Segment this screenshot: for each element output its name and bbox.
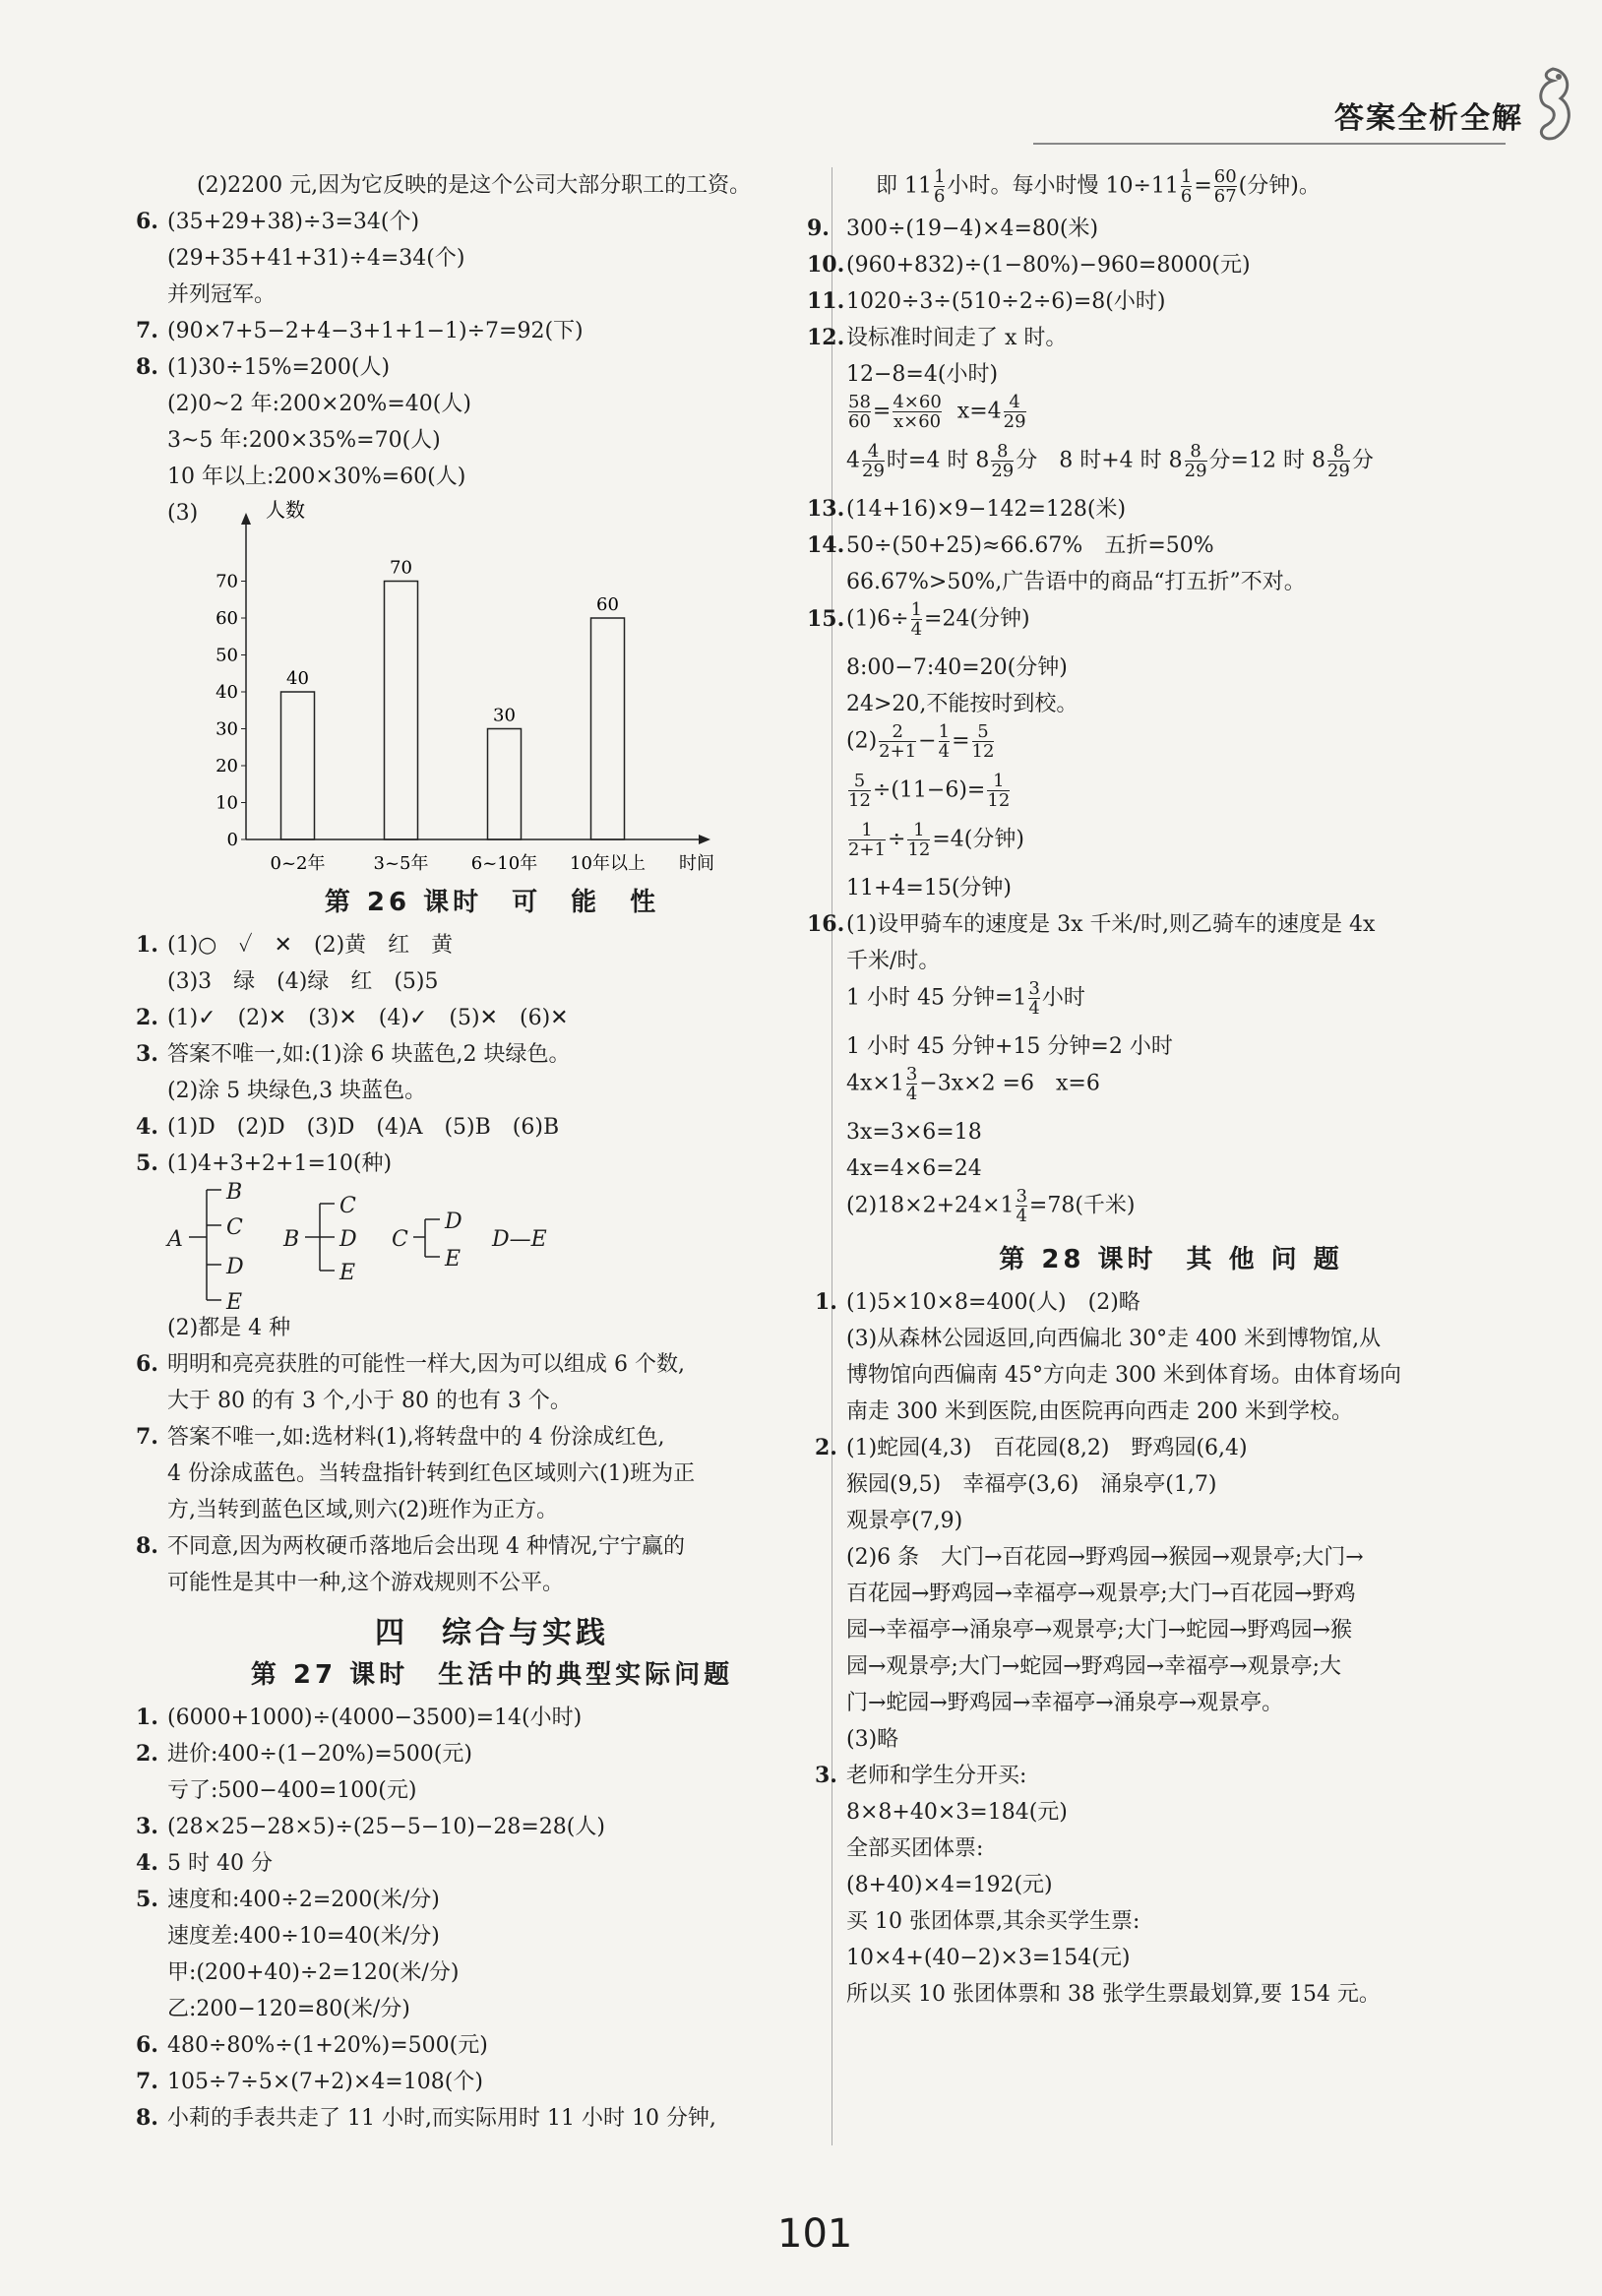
answer-line: (1)30÷15%=200(人) bbox=[167, 355, 391, 380]
fraction bbox=[1004, 393, 1026, 431]
denominator: x×60 bbox=[893, 411, 942, 432]
answer-line: 8:00−7:40=20(分钟) bbox=[846, 655, 1068, 680]
denominator: 6 bbox=[1180, 186, 1193, 207]
text: 分=12 时 8 bbox=[1208, 448, 1325, 473]
text: = bbox=[872, 399, 892, 424]
tree-node: D bbox=[226, 1255, 244, 1279]
answer-line: 24>20,不能按时到校。 bbox=[846, 692, 1078, 716]
answer-line: 10×4+(40−2)×3=154(元) bbox=[846, 1946, 1131, 1970]
x-tick-label: 0~2年 bbox=[270, 853, 326, 874]
text: = bbox=[1194, 173, 1212, 199]
answer-line: 300÷(19−4)×4=80(米) bbox=[846, 217, 1099, 241]
question-number: 7. bbox=[136, 318, 158, 343]
text: ÷(11−6)= bbox=[872, 777, 986, 803]
tree-node: D—E bbox=[492, 1227, 547, 1252]
fraction bbox=[939, 722, 950, 761]
answer-line bbox=[846, 393, 1496, 442]
question-number: 8. bbox=[136, 1533, 158, 1559]
answer-line: (2)6 条 大门→百花园→野鸡园→猴园→观景亭;大门→ bbox=[846, 1545, 1364, 1570]
fraction bbox=[893, 393, 941, 431]
answer-line: 明明和亮亮获胜的可能性一样大,因为可以组成 6 个数, bbox=[167, 1352, 685, 1377]
denominator: 2+1 bbox=[879, 741, 917, 762]
answer-line: 乙:200−120=80(米/分) bbox=[167, 1997, 410, 2021]
section-title: 第 27 课时 生活中的典型实际问题 bbox=[250, 1660, 734, 1690]
tree-node: A bbox=[167, 1227, 183, 1252]
question-number: 9. bbox=[807, 216, 830, 241]
answer-line: 猴园(9,5) 幸福亭(3,6) 涌泉亭(1,7) bbox=[846, 1472, 1217, 1497]
fraction bbox=[848, 772, 871, 810]
question-number: 10. bbox=[807, 252, 845, 278]
section-title: 第 26 课时 可 能 性 bbox=[324, 888, 660, 917]
answer-line: 速度差:400÷10=40(米/分) bbox=[167, 1924, 440, 1949]
answer-line bbox=[846, 722, 1496, 772]
text: 小时 bbox=[1041, 985, 1085, 1011]
denominator: 67 bbox=[1213, 186, 1237, 207]
answer-line: 10 年以上:200×30%=60(人) bbox=[167, 465, 466, 489]
tree-node: D bbox=[445, 1210, 462, 1234]
answer-line: 所以买 10 张团体票和 38 张学生票最划算,要 154 元。 bbox=[846, 1982, 1381, 2007]
y-axis-label: 人数 bbox=[266, 498, 305, 522]
text: 时=4 时 8 bbox=[886, 448, 990, 473]
tree-node: C bbox=[339, 1194, 356, 1218]
text: 分 bbox=[1351, 448, 1374, 473]
fraction bbox=[972, 722, 995, 761]
fraction bbox=[907, 821, 930, 859]
answer-line: 千米/时。 bbox=[846, 949, 941, 973]
text: ÷ bbox=[888, 827, 906, 852]
numerator: 60 bbox=[1213, 166, 1237, 187]
tree-node: B bbox=[226, 1180, 243, 1205]
answer-line: (960+832)÷(1−80%)−960=8000(元) bbox=[846, 253, 1251, 278]
right-column bbox=[807, 166, 1496, 2013]
y-tick-label: 10 bbox=[216, 792, 238, 814]
answer-line: (3)从森林公园返回,向西偏北 30°走 400 米到博物馆,从 bbox=[846, 1327, 1382, 1351]
question-number: 5. bbox=[136, 1150, 158, 1176]
numerator: 1 bbox=[938, 721, 951, 742]
answer-line: (2)2200 元,因为它反映的是这个公司大部分职工的工资。 bbox=[197, 173, 752, 198]
numerator: 1 bbox=[848, 821, 886, 840]
fraction bbox=[911, 600, 922, 639]
answer-line: 并列冠军。 bbox=[167, 282, 277, 307]
bar bbox=[591, 618, 625, 839]
text: 1 小时 45 分钟=1 bbox=[846, 985, 1027, 1011]
tree-node: E bbox=[226, 1290, 243, 1315]
answer-line: 速度和:400÷2=200(米/分) bbox=[167, 1888, 440, 1912]
text: =78(千米) bbox=[1028, 1193, 1136, 1218]
fraction bbox=[1028, 979, 1039, 1018]
answer-line: 观景亭(7,9) bbox=[846, 1509, 963, 1533]
bar bbox=[385, 582, 418, 840]
answer-line bbox=[846, 1065, 1496, 1114]
question-number: 12. bbox=[807, 325, 845, 350]
answer-line bbox=[846, 979, 1496, 1028]
text: 4 bbox=[846, 448, 860, 473]
answer-line: (2)涂 5 块绿色,3 块蓝色。 bbox=[167, 1079, 427, 1103]
y-tick-label: 30 bbox=[216, 718, 238, 740]
y-tick-label: 50 bbox=[216, 645, 238, 666]
question-number: 8. bbox=[136, 354, 158, 380]
answer-line: 480÷80%÷(1+20%)=500(元) bbox=[167, 2033, 488, 2058]
answer-line: 博物馆向西偏南 45°方向走 300 米到体育场。由体育场向 bbox=[846, 1363, 1401, 1388]
y-tick-label: 60 bbox=[216, 608, 238, 629]
answer-line: (1)D (2)D (3)D (4)A (5)B (6)B bbox=[167, 1115, 560, 1140]
question-number: 6. bbox=[136, 209, 158, 234]
numerator: 1 bbox=[1180, 166, 1193, 187]
denominator: 60 bbox=[848, 411, 871, 432]
answer-line: 百花园→野鸡园→幸福亭→观景亭;大门→百花园→野鸡 bbox=[846, 1582, 1356, 1606]
numerator: 3 bbox=[905, 1064, 918, 1085]
tree-node: E bbox=[445, 1247, 462, 1272]
answer-line: (29+35+41+31)÷4=34(个) bbox=[167, 246, 465, 271]
answer-line: 方,当转到蓝色区域,则六(2)班作为正方。 bbox=[167, 1498, 559, 1522]
dragon-mascot-icon bbox=[1523, 59, 1582, 148]
numerator: 1 bbox=[987, 772, 1010, 791]
tree-diagram bbox=[167, 1180, 817, 1315]
fraction bbox=[848, 393, 871, 431]
x-tick-label: 3~5年 bbox=[373, 853, 429, 874]
text: (分钟)。 bbox=[1238, 173, 1321, 199]
text: 小时。每小时慢 10÷11 bbox=[947, 173, 1179, 199]
answer-line: 4x=4×6=24 bbox=[846, 1156, 982, 1181]
numerator: 2 bbox=[879, 722, 916, 742]
answer-line: (28×25−28×5)÷(25−5−10)−28=28(人) bbox=[167, 1815, 605, 1839]
y-tick-label: 0 bbox=[226, 830, 238, 850]
answer-line: 全部买团体票: bbox=[846, 1836, 984, 1861]
x-axis-label: 时间 bbox=[679, 853, 714, 874]
denominator: 4 bbox=[1028, 998, 1040, 1019]
question-number: 3. bbox=[136, 1814, 158, 1839]
tree-node: E bbox=[339, 1261, 356, 1285]
fraction bbox=[848, 821, 886, 859]
text: 4x×1 bbox=[846, 1071, 904, 1096]
answer-line: 园→幸福亭→涌泉亭→观景亭;大门→蛇园→野鸡园→猴 bbox=[846, 1618, 1353, 1643]
answer-line: (2)0~2 年:200×20%=40(人) bbox=[167, 392, 471, 416]
fraction bbox=[1185, 442, 1207, 480]
text: −3x×2 =6 x=6 bbox=[919, 1071, 1100, 1096]
fraction bbox=[934, 167, 945, 206]
denominator: 12 bbox=[971, 741, 995, 762]
answer-line: (35+29+38)÷3=34(个) bbox=[167, 210, 420, 234]
bar-value-label: 60 bbox=[596, 594, 619, 615]
question-number: 14. bbox=[807, 532, 845, 558]
answer-line: 答案不唯一,如:(1)涂 6 块蓝色,2 块绿色。 bbox=[167, 1042, 571, 1067]
fraction bbox=[1214, 167, 1237, 206]
denominator: 4 bbox=[938, 741, 951, 762]
answer-line: (90×7+5−2+4−3+1+1−1)÷7=92(下) bbox=[167, 319, 584, 343]
answer-line: (8+40)×4=192(元) bbox=[846, 1873, 1053, 1897]
text: x=4 bbox=[956, 399, 1002, 424]
answer-line: 大于 80 的有 3 个,小于 80 的也有 3 个。 bbox=[167, 1389, 572, 1413]
denominator: 4 bbox=[1016, 1206, 1027, 1226]
question-number: 5. bbox=[136, 1887, 158, 1912]
answer-line: 可能性是其中一种,这个游戏规则不公平。 bbox=[167, 1571, 564, 1595]
numerator: 5 bbox=[848, 772, 871, 791]
question-number: 2. bbox=[136, 1741, 158, 1767]
answer-line bbox=[846, 1187, 1496, 1236]
question-number: 7. bbox=[136, 1424, 158, 1450]
answer-line: 南走 300 米到医院,由医院再向西走 200 米到学校。 bbox=[846, 1399, 1353, 1424]
numerator: 4 bbox=[1004, 393, 1026, 412]
denominator: 4 bbox=[905, 1084, 918, 1104]
answer-line: 答案不唯一,如:选材料(1),将转盘中的 4 份涂成红色, bbox=[167, 1425, 665, 1450]
denominator: 29 bbox=[1326, 461, 1350, 481]
question-number: 13. bbox=[807, 496, 845, 522]
answer-line: 4 份涂成蓝色。当转盘指针转到红色区域则六(1)班为正 bbox=[167, 1461, 696, 1486]
answer-line: 亏了:500−400=100(元) bbox=[167, 1778, 417, 1803]
answer-line: (1)4+3+2+1=10(种) bbox=[167, 1151, 393, 1176]
text: (1)6÷ bbox=[846, 606, 909, 632]
answer-line: (1)○ ✓ ✕ (2)黄 红 黄 bbox=[167, 933, 454, 958]
question-number: 15. bbox=[807, 605, 845, 632]
question-number: 16. bbox=[807, 911, 845, 937]
answer-line: 50÷(50+25)≈66.67% 五折=50% bbox=[846, 533, 1214, 558]
answer-line: (1)✓ (2)✕ (3)✕ (4)✓ (5)✕ (6)✕ bbox=[167, 1006, 569, 1030]
answer-line: 甲:(200+40)÷2=120(米/分) bbox=[167, 1960, 460, 1985]
chart-part-label: (3) bbox=[167, 501, 199, 526]
answer-line: 12−8=4(小时) bbox=[846, 362, 999, 387]
fraction bbox=[1327, 442, 1350, 480]
left-column bbox=[136, 167, 817, 2137]
bar-value-label: 40 bbox=[286, 668, 309, 689]
numerator: 8 bbox=[1327, 442, 1350, 462]
answer-line: 园→观景亭;大门→蛇园→野鸡园→幸福亭→观景亭;大 bbox=[846, 1654, 1341, 1679]
fraction bbox=[1016, 1187, 1026, 1225]
question-number: 4. bbox=[136, 1850, 158, 1876]
tree-node: C bbox=[392, 1227, 408, 1252]
answer-line: (6000+1000)÷(4000−3500)=14(小时) bbox=[167, 1706, 583, 1730]
y-tick-label: 20 bbox=[216, 756, 238, 776]
answer-line: 小莉的手表共走了 11 小时,而实际用时 11 小时 10 分钟, bbox=[167, 2106, 716, 2131]
header-title: 答案全析全解 bbox=[1334, 101, 1523, 136]
denominator: 4 bbox=[910, 619, 923, 640]
text: 即 11 bbox=[876, 173, 932, 199]
bar-value-label: 70 bbox=[390, 557, 412, 579]
numerator: 4 bbox=[862, 442, 885, 462]
answer-line: 3x=3×6=18 bbox=[846, 1120, 982, 1145]
unit-title: 四 综合与实践 bbox=[375, 1616, 609, 1650]
numerator: 1 bbox=[910, 599, 923, 620]
question-number: 6. bbox=[136, 2032, 158, 2058]
y-axis-arrow bbox=[241, 513, 251, 525]
text: = bbox=[952, 728, 970, 754]
question-number: 1. bbox=[136, 932, 158, 958]
question-number: 2. bbox=[815, 1435, 837, 1460]
numerator: 5 bbox=[972, 722, 995, 742]
fraction bbox=[991, 442, 1014, 480]
denominator: 29 bbox=[1184, 461, 1207, 481]
fraction bbox=[987, 772, 1010, 810]
answer-line bbox=[846, 821, 1496, 870]
text: =24(分钟) bbox=[924, 606, 1030, 632]
tree-node: B bbox=[283, 1227, 300, 1252]
answer-line bbox=[846, 772, 1496, 821]
answer-line: 不同意,因为两枚硬币落地后会出现 4 种情况,宁宁赢的 bbox=[167, 1534, 685, 1559]
answer-line: (3)3 绿 (4)绿 红 (5)5 bbox=[167, 969, 439, 994]
bar bbox=[281, 692, 315, 839]
numerator: 58 bbox=[848, 392, 871, 412]
bar bbox=[488, 729, 522, 840]
denominator: 29 bbox=[991, 461, 1015, 481]
denominator: 12 bbox=[907, 839, 931, 860]
denominator: 6 bbox=[934, 186, 946, 207]
question-number: 1. bbox=[136, 1705, 158, 1730]
numerator: 3 bbox=[1016, 1186, 1027, 1207]
answer-line: 进价:400÷(1−20%)=500(元) bbox=[167, 1742, 472, 1767]
answer-line: (2)都是 4 种 bbox=[167, 1316, 291, 1340]
answer-line: 1020÷3÷(510÷2÷6)=8(小时) bbox=[846, 289, 1166, 314]
bar-chart-svg bbox=[207, 495, 758, 879]
bar-value-label: 30 bbox=[493, 705, 516, 726]
x-tick-label: 10年以上 bbox=[570, 853, 646, 874]
answer-line: 5 时 40 分 bbox=[167, 1851, 273, 1876]
numerator: 1 bbox=[907, 821, 930, 840]
question-number: 11. bbox=[807, 288, 845, 314]
y-tick-label: 70 bbox=[216, 571, 238, 592]
answer-line: (1)蛇园(4,3) 百花园(8,2) 野鸡园(6,4) bbox=[846, 1436, 1248, 1460]
numerator: 3 bbox=[1028, 978, 1040, 999]
question-number: 2. bbox=[136, 1005, 158, 1030]
question-number: 3. bbox=[136, 1041, 158, 1067]
answer-line bbox=[846, 167, 1496, 211]
text: (2) bbox=[846, 728, 878, 754]
question-number: 4. bbox=[136, 1114, 158, 1140]
text: =4(分钟) bbox=[932, 827, 1024, 852]
fraction bbox=[862, 442, 885, 480]
answer-line: 门→蛇园→野鸡园→幸福亭→涌泉亭→观景亭。 bbox=[846, 1691, 1284, 1715]
answer-line: 105÷7÷5×(7+2)×4=108(个) bbox=[167, 2070, 483, 2094]
numerator: 8 bbox=[1185, 442, 1207, 462]
numerator: 4×60 bbox=[893, 392, 942, 412]
text: (2)18×2+24×1 bbox=[846, 1193, 1015, 1218]
fraction bbox=[879, 722, 916, 761]
question-number: 1. bbox=[815, 1289, 837, 1315]
page-number: 101 bbox=[777, 2211, 853, 2257]
x-axis-arrow bbox=[699, 835, 710, 844]
numerator: 8 bbox=[991, 442, 1014, 462]
y-tick-label: 40 bbox=[216, 682, 238, 703]
section-title: 第 28 课时 其 他 问 题 bbox=[999, 1245, 1343, 1274]
answer-line bbox=[846, 442, 1496, 491]
numerator: 1 bbox=[934, 166, 946, 187]
answer-line: (1)设甲骑车的速度是 3x 千米/时,则乙骑车的速度是 4x bbox=[846, 912, 1376, 937]
bar-chart bbox=[167, 495, 817, 879]
fraction bbox=[906, 1065, 917, 1103]
question-number: 3. bbox=[815, 1763, 837, 1788]
fraction bbox=[1181, 167, 1192, 206]
denominator: 12 bbox=[987, 790, 1011, 811]
answer-line: 老师和学生分开买: bbox=[846, 1764, 1027, 1788]
denominator: 29 bbox=[1003, 411, 1026, 432]
answer-line: (1)5×10×8=400(人) (2)略 bbox=[846, 1290, 1140, 1315]
answer-line: 11+4=15(分钟) bbox=[846, 876, 1013, 900]
text: 分 8 时+4 时 8 bbox=[1016, 448, 1183, 473]
answer-line: (3)略 bbox=[846, 1727, 899, 1752]
tree-node: C bbox=[226, 1215, 243, 1240]
answer-line: 设标准时间走了 x 时。 bbox=[846, 326, 1068, 350]
question-number: 7. bbox=[136, 2069, 158, 2094]
answer-line: 1 小时 45 分钟+15 分钟=2 小时 bbox=[846, 1034, 1173, 1059]
text: − bbox=[918, 728, 937, 754]
denominator: 12 bbox=[848, 790, 871, 811]
header-rule bbox=[1033, 143, 1506, 145]
answer-line: 66.67%>50%,广告语中的商品“打五折”不对。 bbox=[846, 570, 1306, 594]
answer-line: 8×8+40×3=184(元) bbox=[846, 1800, 1068, 1825]
tree-node: D bbox=[339, 1227, 357, 1252]
question-number: 6. bbox=[136, 1351, 158, 1377]
answer-line: (14+16)×9−142=128(米) bbox=[846, 497, 1127, 522]
x-tick-label: 6~10年 bbox=[470, 853, 538, 874]
question-number: 8. bbox=[136, 2105, 158, 2131]
answer-line: 3~5 年:200×35%=70(人) bbox=[167, 428, 441, 453]
answer-line: 买 10 张团体票,其余买学生票: bbox=[846, 1909, 1140, 1934]
denominator: 29 bbox=[862, 461, 885, 481]
denominator: 2+1 bbox=[848, 839, 886, 860]
